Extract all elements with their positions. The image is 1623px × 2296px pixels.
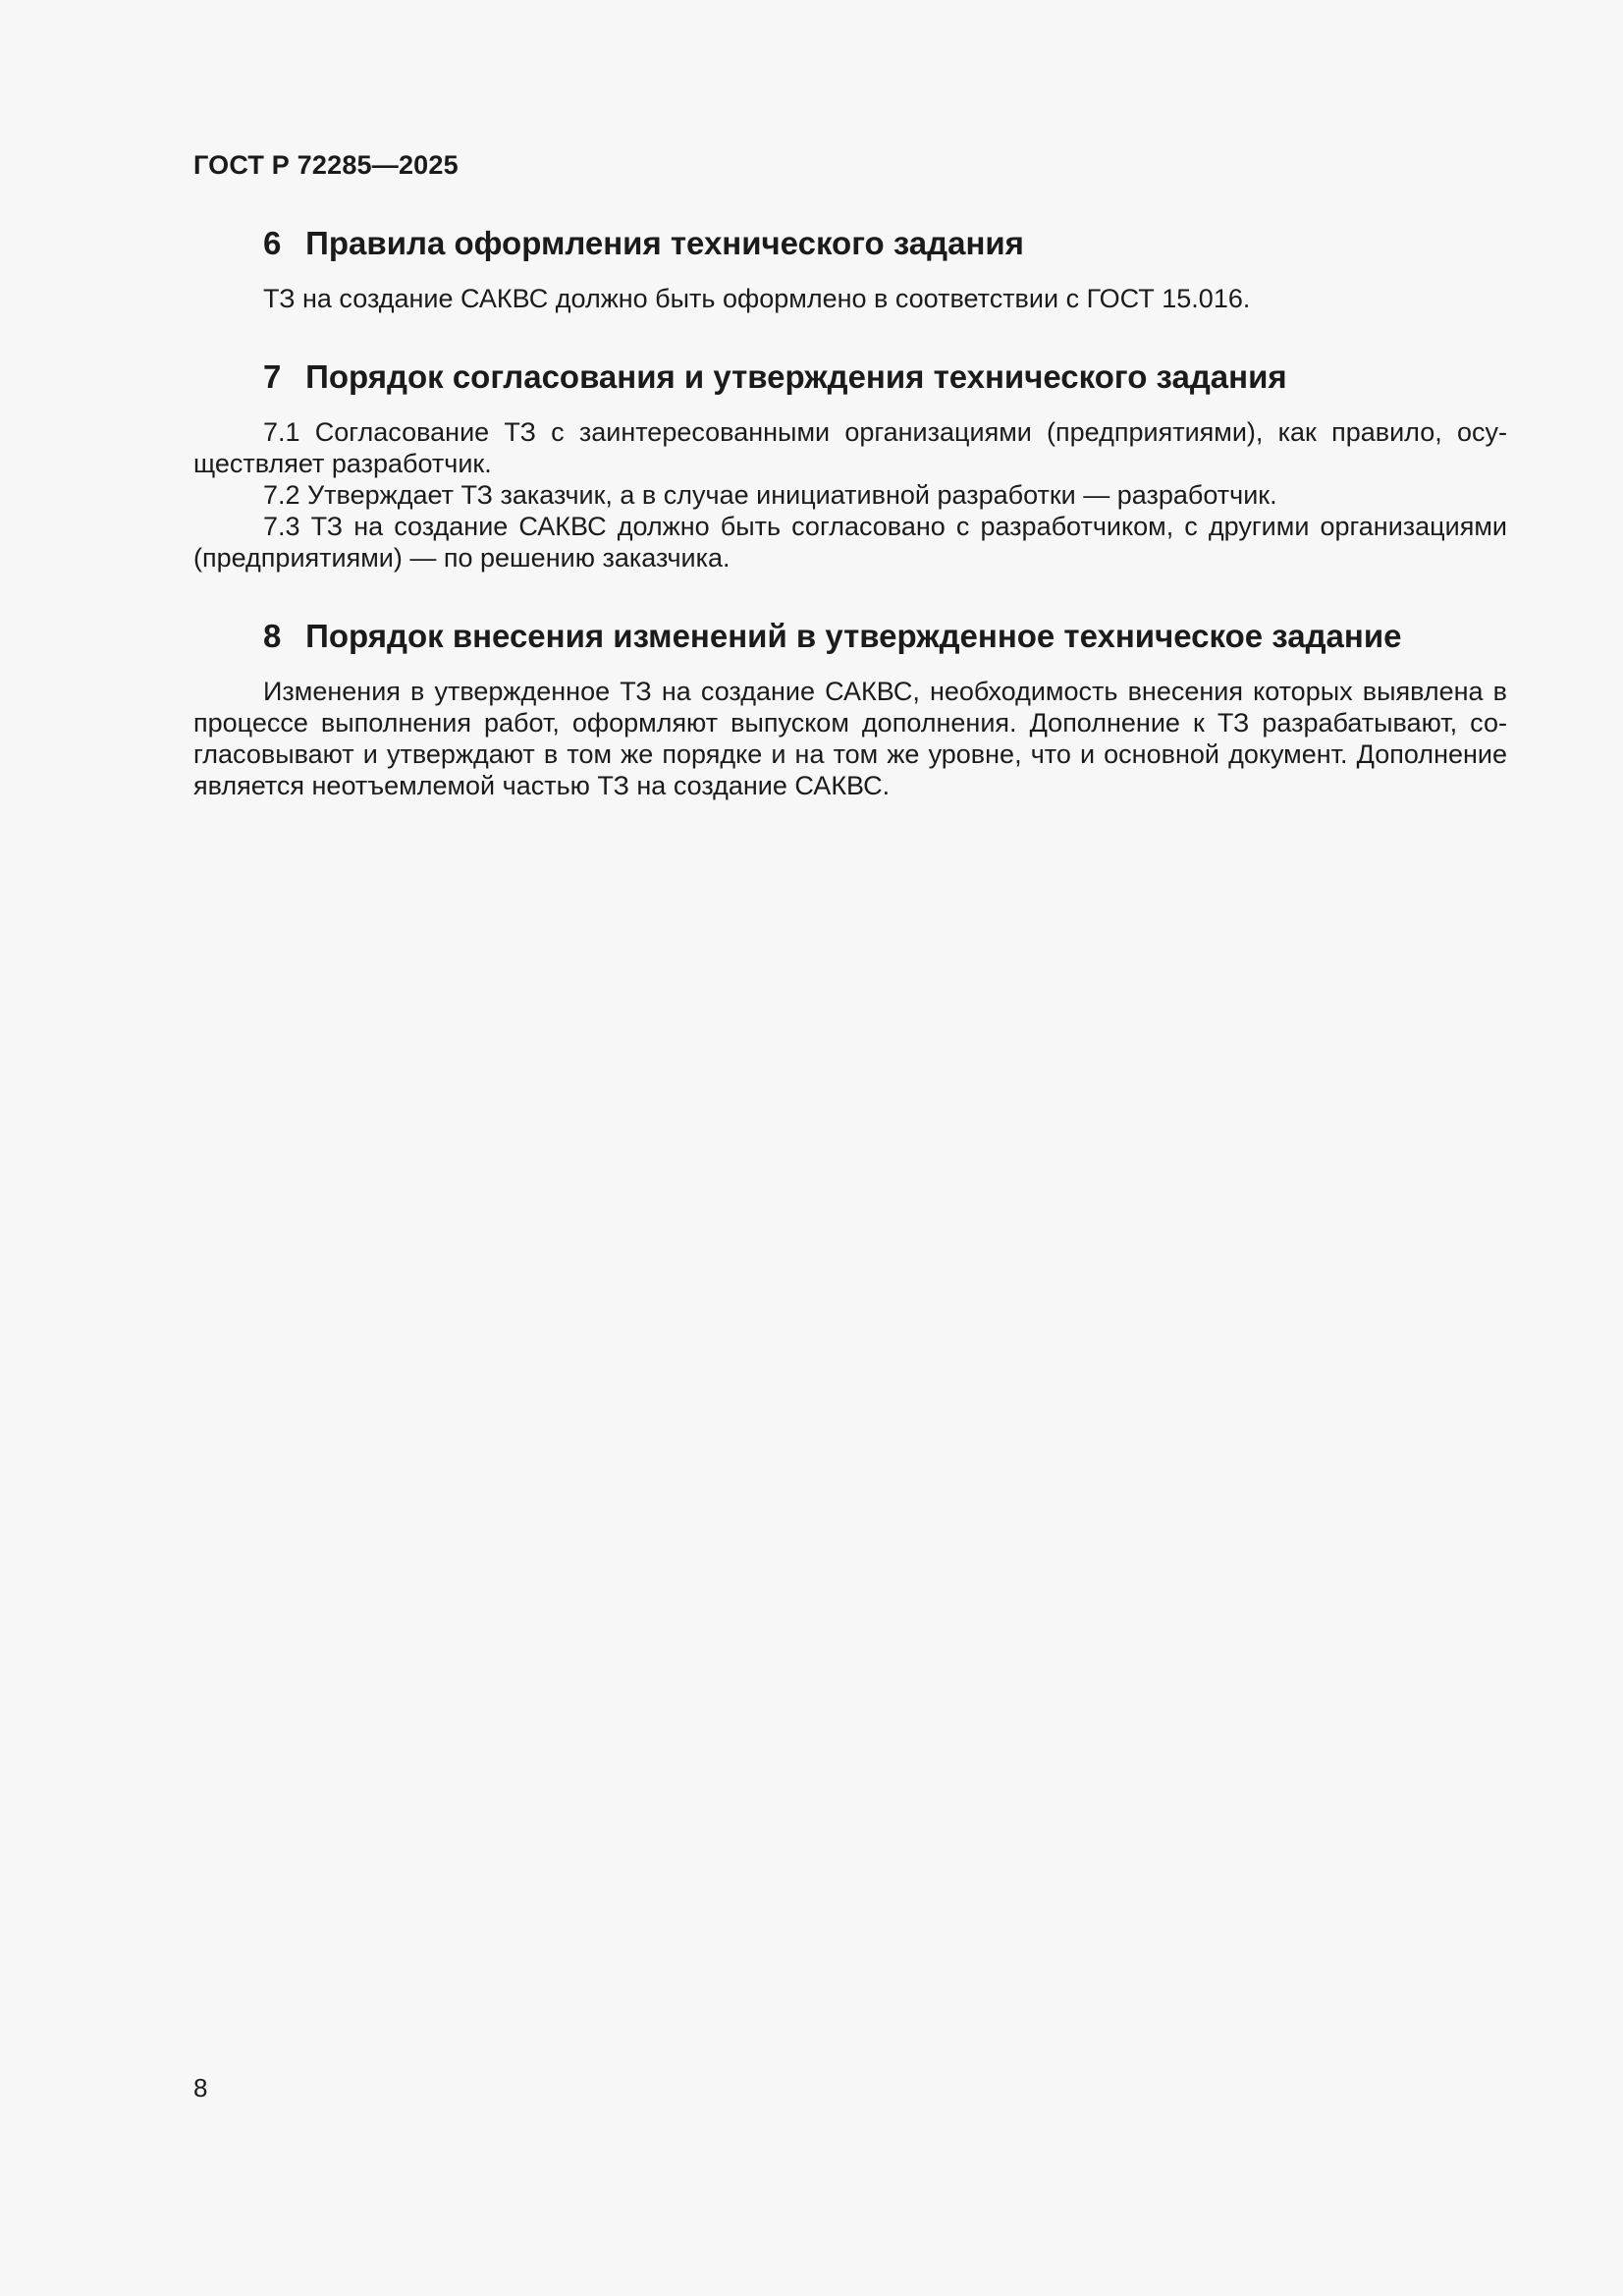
section-title: Правила оформления технического задания [305,225,1024,261]
section-8 [193,613,1507,801]
section-6 [193,220,1507,314]
section-number: 7 [263,358,282,395]
section-number: 8 [263,618,282,654]
document-body [193,220,1507,801]
paragraph-7-2: 7.2 Утверждает ТЗ заказчик, а в случае инициативной разработки — разработчик. [263,480,1277,510]
paragraph: Изменения в утвержденное ТЗ на создание САКВС, необходимость внесения которых выявлена в процессе выполнения работ, оформляют выпуском дополнения. Дополнение к ТЗ разрабатывают, согласовывают и утверждают в том же порядке и на том же уровне, что и основной документ. Дополнение является неотъемлемой частью ТЗ на создание САКВС. [193,677,1507,800]
section-heading [193,354,1507,401]
page-number: 8 [193,2073,208,2103]
paragraph-7-3: 7.3 ТЗ на создание САКВС должно быть согласовано с разработчиком, с другими организациями (предприятиями) — по решению заказчика. [193,512,1507,573]
section-heading [193,220,1507,267]
section-7 [193,354,1507,574]
section-number: 6 [263,225,282,261]
section-title: Порядок согласования и утверждения технического задания [305,358,1287,395]
paragraph-7-1: 7.1 Согласование ТЗ с заинтересованными организациями (предприятиями), как правило, осуществляет разработчик. [193,417,1507,478]
section-title: Порядок внесения изменений в утвержденное техническое задание [305,618,1402,654]
document-code-header: ГОСТ Р 72285—2025 [193,150,459,180]
paragraph: ТЗ на создание САКВС должно быть оформлено в соответствии с ГОСТ 15.016. [263,284,1251,313]
section-heading [193,613,1507,660]
